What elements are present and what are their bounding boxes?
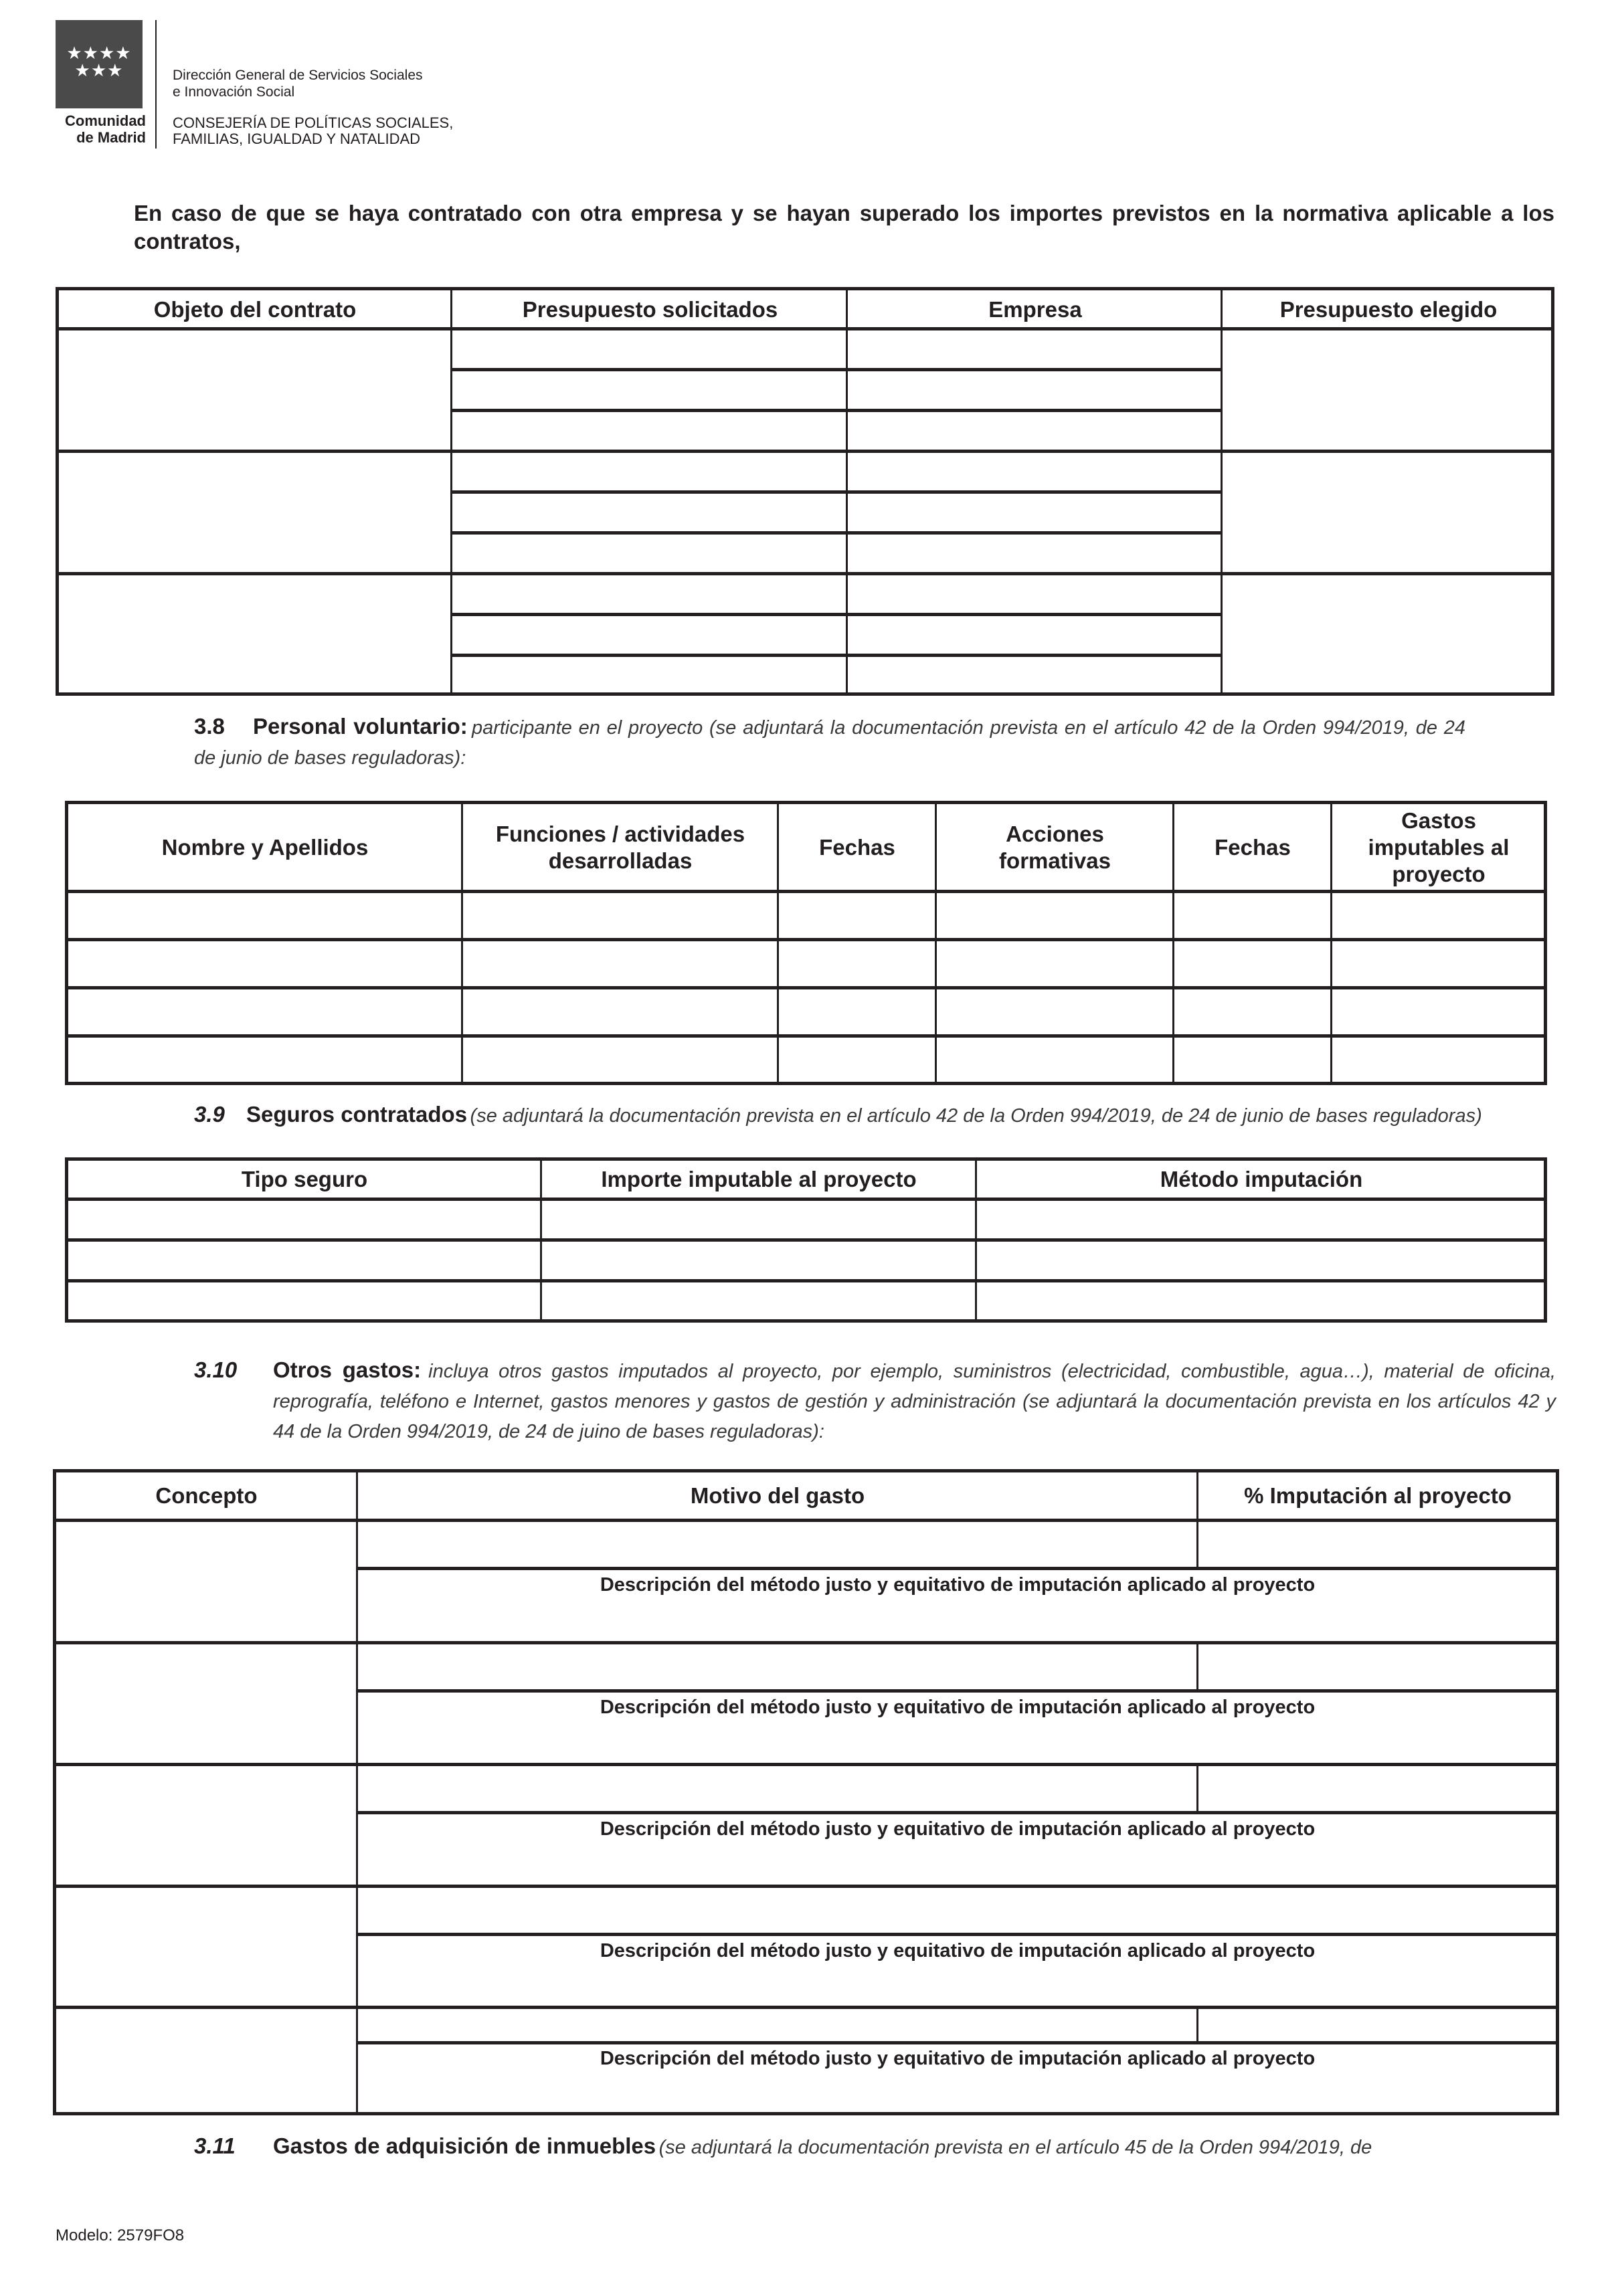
header-divider: [155, 20, 157, 149]
description-label: Descripción del método justo y equitativo de imputación aplicado al proyecto: [600, 1818, 1316, 1840]
objeto-cell[interactable]: [59, 575, 450, 692]
motivo-cell[interactable]: [358, 1522, 1196, 1567]
table-row[interactable]: [68, 893, 1544, 938]
department-name: Dirección General de Servicios Sociales e Innovación Social: [173, 68, 423, 100]
objeto-cell[interactable]: [59, 453, 450, 572]
header-acciones-formativas: Acciones formativas: [999, 822, 1111, 873]
consejeria-name: CONSEJERÍA DE POLÍTICAS SOCIALES, FAMILIAS, IGUALDAD Y NATALIDAD: [173, 114, 454, 147]
motivo-cell[interactable]: [358, 1766, 1196, 1811]
logo-caption: Comunidad de Madrid: [65, 112, 146, 146]
elegido-cell[interactable]: [1223, 453, 1554, 572]
elegido-cell[interactable]: [1223, 330, 1554, 450]
section-title: Gastos de adquisición de inmuebles: [273, 2133, 656, 2158]
header-fechas-2: Fechas: [1215, 835, 1291, 860]
motivo-cell[interactable]: [358, 2009, 1196, 2041]
table-row[interactable]: [68, 989, 1544, 1034]
imputacion-cell[interactable]: [1198, 1522, 1557, 1567]
other-expenses-table: [53, 1469, 1559, 2115]
header-presupuesto-solicitados: Presupuesto solicitados: [522, 296, 778, 322]
description-label: Descripción del método justo y equitativo de imputación aplicado al proyecto: [600, 1697, 1316, 1718]
row-divider: [451, 654, 1222, 657]
section-title: Otros gastos:: [273, 1357, 422, 1382]
row-divider: [451, 613, 1222, 616]
row-divider: [357, 1811, 1556, 1814]
header-funciones: Funciones / actividades desarrolladas: [495, 822, 745, 873]
section-number: 3.8: [194, 714, 225, 739]
imputacion-cell[interactable]: [1198, 1644, 1557, 1689]
model-number: Modelo: 2579FO8: [56, 2226, 185, 2244]
section-3-9-heading: [194, 1101, 1556, 1133]
header-objeto: Objeto del contrato: [153, 296, 357, 322]
table-row[interactable]: [68, 941, 1544, 986]
intro-paragraph: En caso de que se haya contratado con otra empresa y se hayan superado los importes previstos en la normativa aplicable a los contratos,: [134, 201, 1554, 254]
header-motivo-gasto: Motivo del gasto: [690, 1483, 865, 1508]
section-number: 3.9: [194, 1102, 225, 1127]
concepto-cell[interactable]: [56, 1766, 356, 1885]
section-description: participante en el proyecto (se adjuntará la documentación prevista en el artículo 42 de la Orden 994/2019, de 24 de junio de bases reguladoras):: [194, 717, 1465, 769]
header-metodo-imputacion: Método imputación: [1160, 1167, 1363, 1191]
section-title: Personal voluntario:: [253, 714, 468, 739]
description-label: Descripción del método justo y equitativo de imputación aplicado al proyecto: [600, 2048, 1316, 2069]
header-importe-imputable: Importe imputable al proyecto: [601, 1167, 917, 1191]
row-divider: [357, 1689, 1556, 1693]
section-3-10-heading: [194, 1357, 1556, 1448]
description-label: Descripción del método justo y equitativo de imputación aplicado al proyecto: [600, 1574, 1316, 1596]
row-divider: [451, 531, 1222, 535]
header-nombre: Nombre y Apellidos: [161, 835, 369, 860]
header-concepto: Concepto: [155, 1483, 258, 1508]
concepto-cell[interactable]: [56, 1522, 356, 1641]
section-number: 3.11: [194, 2133, 236, 2158]
table-row[interactable]: [68, 1282, 1544, 1319]
insurance-table: [65, 1157, 1547, 1323]
header-imputacion: % Imputación al proyecto: [1244, 1483, 1512, 1508]
section-number: 3.10: [194, 1357, 238, 1382]
header-tipo-seguro: Tipo seguro: [241, 1167, 368, 1191]
objeto-cell[interactable]: [59, 330, 450, 450]
concepto-cell[interactable]: [56, 1888, 356, 2006]
section-3-8-heading: [194, 713, 1465, 775]
volunteers-table: [65, 801, 1547, 1085]
header-presupuesto-elegido: Presupuesto elegido: [1279, 296, 1498, 322]
row-divider: [451, 490, 1222, 494]
row-divider: [451, 409, 1222, 412]
header-empresa: Empresa: [988, 296, 1082, 322]
imputacion-cell[interactable]: [1198, 1766, 1557, 1811]
row-divider: [357, 1567, 1556, 1570]
section-3-11-heading: [194, 2133, 1556, 2164]
comunidad-madrid-logo: [56, 20, 143, 108]
imputacion-cell[interactable]: [1198, 2009, 1557, 2041]
motivo-cell[interactable]: [358, 1888, 1557, 1933]
header-gastos-imputables: Gastos imputables al proyecto: [1368, 808, 1510, 886]
table-row[interactable]: [68, 1242, 1544, 1279]
section-description: (se adjuntará la documentación prevista en el artículo 42 de la Orden 994/2019, de 24 de junio de bases reguladoras): [470, 1105, 1482, 1127]
elegido-cell[interactable]: [1223, 575, 1554, 692]
concepto-cell[interactable]: [56, 2009, 356, 2112]
section-title: Seguros contratados: [246, 1102, 468, 1127]
description-label: Descripción del método justo y equitativo de imputación aplicado al proyecto: [600, 1940, 1316, 1962]
table-row[interactable]: [68, 1038, 1544, 1082]
motivo-cell[interactable]: [358, 1644, 1196, 1689]
table-row[interactable]: [68, 1201, 1544, 1238]
concepto-cell[interactable]: [56, 1644, 356, 1763]
section-description: (se adjuntará la documentación prevista en el artículo 45 de la Orden 994/2019, de: [658, 2137, 1372, 2158]
contracts-table: [56, 287, 1554, 696]
row-divider: [451, 368, 1222, 371]
row-divider: [357, 2041, 1556, 2044]
stars-icon: ★★★★ ★★★: [66, 43, 132, 80]
header-fechas: Fechas: [819, 835, 895, 860]
section-description: incluya otros gastos imputados al proyecto, por ejemplo, suministros (electricidad, combustible, agua…), material de oficina, reprografía, teléfono e Internet, gastos menores y gastos de gestión y administración (se adjuntará la documentación prevista en los artículos 42 y 44 de la Orden 994/2019, de 24 de juino de bases reguladoras):: [273, 1361, 1556, 1442]
row-divider: [357, 1933, 1556, 1936]
